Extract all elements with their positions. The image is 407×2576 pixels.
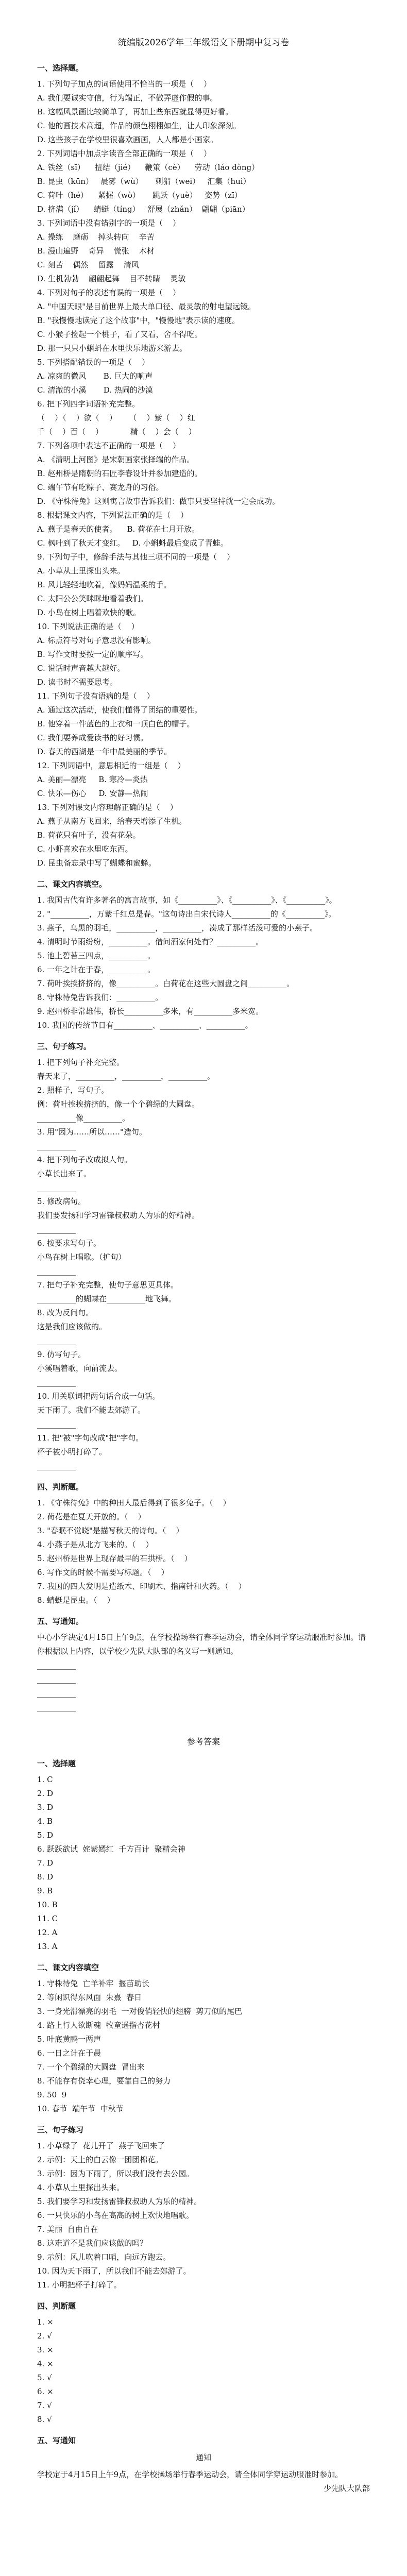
answer-line: 1. 守株待兔 亡羊补牢 揠苗助长 (37, 1979, 150, 1988)
question-line: 2. 荷花是在夏天开放的。（ ） (37, 1512, 146, 1521)
question-line: 千（ ）百（ ） 精（ ）会（ ） (37, 427, 196, 436)
question-line: 5. 下列搭配错误的一项是（ ） (37, 358, 150, 367)
question-line: __________像__________。 (37, 1113, 130, 1123)
answer-line: 11. 小明把杯子打碎了。 (37, 2280, 122, 2290)
question-line: B. 荷花只有叶子，没有花朵。 (37, 831, 141, 840)
answer-line: 6. × (37, 2387, 54, 2396)
section-heading: 二、课文内容填空。 (37, 879, 107, 889)
answer-line: 3. 示例：因为下雨了，所以我们没有去公园。 (37, 2169, 194, 2178)
notice-title: 通知 (195, 2453, 211, 2462)
question-line: C. 快乐—伤心 D. 安静—热闹 (37, 789, 148, 798)
answer-line: 6. 一日之计在于晨 (37, 2048, 101, 2058)
answer-line: 2. 等闲识得东风面 朱熹 春日 (37, 1993, 142, 2002)
answer-line: 2. D (37, 1789, 54, 1798)
question-line: 2. 照样子，写句子。 (37, 1086, 109, 1095)
answer-line: 7. 一个个碧绿的大圆盘 冒出来 (37, 2062, 145, 2072)
question-line: 小鸟在树上唱歌。（扩句） (37, 1252, 126, 1262)
question-line: __________ (37, 1141, 76, 1150)
question-line: 6. 一年之计在于春，__________。 (37, 965, 156, 974)
question-line: 10. 用关联词把两句话合成一句话。 (37, 1392, 160, 1401)
answer-line: 4. 路上行人欲断魂 牧童遥指杏花村 (37, 2021, 160, 2030)
question-line: __________ (37, 1419, 76, 1429)
answer-section-heading: 一、选择题 (37, 1759, 76, 1768)
question-line: 我们要发扬和学习雷锋叔叔助人为乐的好精神。 (37, 1211, 200, 1220)
question-line: 7. 荷叶挨挨挤挤的，像__________。白荷花在这些大圆盘之间__________。 (37, 979, 295, 988)
question-line: A. 操练 磨砺 掉头转向 辛苦 (37, 232, 155, 242)
question-line: C. 小虾喜欢在水里吃东西。 (37, 844, 133, 854)
question-line: 这是我们应该做的。 (37, 1322, 107, 1331)
question-line: A. 通过这次活动，使我们懂得了团结的重要性。 (37, 705, 202, 715)
answer-section-heading: 二、课文内容填空 (37, 1963, 99, 1972)
answer-line: 12. A (37, 1928, 58, 1937)
answer-line: 7. 美丽 自由自在 (37, 2225, 98, 2234)
question-line: A. 小草从土里探出头来。 (37, 566, 125, 575)
question-line: B. 他穿着一件蓝色的上衣和一顶白色的帽子。 (37, 719, 195, 728)
question-line: __________ (37, 1702, 76, 1711)
question-line: 3. 下列词语中没有错别字的一项是（ ） (37, 218, 181, 228)
question-line: 6. 写作文的时候不需要写标题。（ ） (37, 1568, 169, 1577)
question-line: 8. 根据课文内容，下列说法正确的是（ ） (37, 511, 189, 520)
notice-signature: 少先队大队部 (323, 2484, 370, 2493)
question-line: C. 小猴子捡起一个桃子，看了又看，舍不得吃。 (37, 330, 202, 339)
question-line: 6. 按要求写句子。 (37, 1239, 101, 1248)
question-line: 小溪唱着歌，向前流去。 (37, 1364, 123, 1373)
question-line: __________ (37, 1183, 76, 1192)
question-line: 杯子被小明打碎了。 (37, 1447, 107, 1456)
answer-line: 11. C (37, 1914, 58, 1923)
question-line: __________ (37, 1266, 76, 1276)
question-line: 3. 燕子，乌黑的羽毛，__________，__________，凑成了那样活泼可爱的小燕子。 (37, 923, 318, 933)
question-line: B. "我慢慢地读完了这个故事"中，"慢慢地"表示读的速度。 (37, 316, 240, 325)
question-line: 12. 下列词语中，意思相近的一组是（ ） (37, 761, 185, 770)
question-line: B. 这幅风景画比较简单了，再加上些东西就显得更好看。 (37, 107, 233, 116)
answer-line: 9. 50 9 (37, 2090, 67, 2099)
question-line: 8. 守株待兔告诉我们：__________。 (37, 993, 163, 1002)
answer-section-heading: 五、写通知 (37, 2436, 76, 2445)
answer-line: 6. 一只快乐的小鸟在高高的树上欢快地唱歌。 (37, 2211, 194, 2220)
question-line: B. 昆虫（kūn） 晨雾（wù） 刺猬（wei） 汇集（huì） (37, 177, 251, 186)
question-line: 4. 把下列句子改成拟人句。 (37, 1155, 132, 1164)
question-line: D. 读书时不需要思考。 (37, 677, 118, 687)
answer-section-heading: 三、句子练习 (37, 2125, 84, 2134)
answer-line: 2. √ (37, 2331, 52, 2341)
question-line: C. 刻苦 偶然 留露 清风 (37, 260, 139, 269)
question-line: A. 燕子从南方飞回来，给春天增添了生机。 (37, 817, 187, 826)
question-line: __________ (37, 1660, 76, 1670)
question-line: C. 荷叶（hé） 紧握（wò） 跳跃（yuè） 姿势（zī） (37, 191, 242, 200)
answer-line: 2. 示例：天上的白云像一团团棉花。 (37, 2155, 163, 2164)
question-line: 8. 蜻蜓是昆虫。（ ） (37, 1596, 115, 1605)
question-line: D. 挤满（jǐ） 蜻蜓（tíng） 舒展（zhǎn） 翩翩（piān） (37, 205, 250, 214)
question-line: 2. "__________，万紫千红总是春。"这句诗出自宋代诗人__________的《__________》。 (37, 909, 336, 919)
question-line: __________ (37, 1461, 76, 1470)
answer-line: 4. × (37, 2359, 54, 2368)
question-line: B. 赵州桥是隋朝的石匠李春设计并参加建造的。 (37, 469, 202, 478)
answer-line: 6. 跃跃欲试 姹紫嫣红 千方百计 聚精会神 (37, 1844, 185, 1854)
question-line: A. 我们要诚实守信，行为端正，不做弄虚作假的事。 (37, 93, 218, 103)
question-line: 8. 改为反问句。 (37, 1308, 94, 1317)
question-line: 13. 下列对课文内容理解正确的是（ ） (37, 803, 178, 812)
answer-line: 7. √ (37, 2401, 52, 2410)
answer-line: 9. B (37, 1886, 53, 1895)
answer-line: 10. 春节 端午节 中秋节 (37, 2104, 124, 2113)
question-line: 春天来了，__________，__________，__________。 (37, 1072, 215, 1081)
question-line: D. 生机勃勃 翩翩起舞 目不转睛 灵敏 (37, 274, 186, 283)
answer-line: 5. 叶底黄鹂一两声 (37, 2035, 101, 2044)
answer-line: 3. D (37, 1803, 54, 1812)
question-line: A. 美丽—漂亮 B. 寒冷—炎热 (37, 775, 148, 784)
question-line: 9. 下列句子中，修辞手法与其他三项不同的一项是（ ） (37, 552, 235, 562)
question-line: B. 风儿轻轻地吹着，像妈妈温柔的手。 (37, 580, 172, 589)
question-line: 5. 修改病句。 (37, 1197, 86, 1206)
question-line: A. 铁丝（sī） 扭结（jié） 鞭策（cè） 劳动（láo dòng） (37, 163, 260, 172)
question-line: 3. "春眠不觉晓"是描写秋天的诗句。（ ） (37, 1526, 184, 1535)
question-line: __________的蝴蝶在__________地飞舞。 (37, 1294, 177, 1303)
section-heading: 一、选择题。 (37, 63, 84, 73)
answer-line: 8. 不能存有侥幸心理，要靠自己的努力 (37, 2076, 171, 2086)
answer-line: 3. × (37, 2345, 54, 2354)
answer-line: 5. D (37, 1831, 54, 1840)
question-line: 7. 我国的四大发明是造纸术、印刷术、指南针和火药。（ ） (37, 1582, 246, 1591)
question-line: 3. 用"因为……所以……"造句。 (37, 1127, 147, 1137)
answer-line: 13. A (37, 1942, 58, 1951)
question-line: __________ (37, 1378, 76, 1387)
answer-line: 1. 小草绿了 花儿开了 燕子飞回来了 (37, 2141, 165, 2150)
answer-title: 参考答案 (186, 1737, 220, 1747)
answer-line: 4. B (37, 1817, 53, 1826)
question-line: 4. 清明时节雨纷纷，__________。借问酒家何处有？__________。 (37, 937, 264, 946)
question-line: D. 《守株待兔》这则寓言故事告诉我们：做事只要坚持就一定会成功。 (37, 497, 280, 506)
question-line: 10. 下列说法正确的是（ ） (37, 622, 139, 631)
question-line: D. 那一只只小蝌蚪在水里快乐地游来游去。 (37, 344, 188, 353)
question-line: __________ (37, 1225, 76, 1234)
answer-line: 1. × (37, 2317, 54, 2327)
answer-line: 4. 小草从土里探出头来。 (37, 2183, 125, 2192)
question-line: A. 《清明上河图》是宋朝画家张择端的作品。 (37, 455, 195, 464)
question-line: A. 凉爽的微风 B. 巨大的响声 (37, 371, 153, 381)
question-line: B. 写作文时要按一定的顺序写。 (37, 650, 148, 659)
answer-line: 8. 这难道不是我们应该做的吗？ (37, 2239, 148, 2248)
question-line: A. 燕子是春天的使者。 B. 荷花在七月开放。 (37, 524, 200, 534)
question-line: 小草长出来了。 (37, 1169, 92, 1178)
page-title: 统编版2026学年三年级语文下册期中复习卷 (117, 38, 290, 48)
section-heading: 五、写通知。 (37, 1617, 84, 1626)
question-line: 1. 《守株待兔》中的种田人最后得到了很多兔子。（ ） (37, 1498, 231, 1507)
question-line: C. 枫叶到了秋天才变红。 D. 小蝌蚪最后变成了青蛙。 (37, 538, 228, 548)
answer-line: 8. D (37, 1872, 54, 1882)
question-line: 1. 我国古代有许多著名的寓言故事，如《__________》、《__________》、《__________》。 (37, 895, 337, 905)
question-line: 4. 小燕子是从北方飞来的。（ ） (37, 1540, 154, 1549)
question-line: （ ）（ ）欲（ ） （ ）紫（ ）红 (37, 413, 195, 422)
answer-line: 10. 因为天下雨了，所以我们不能去郊游了。 (37, 2266, 191, 2276)
question-line: C. 端午节有吃粽子、赛龙舟的习俗。 (37, 483, 164, 492)
answers-body (37, 1757, 370, 2496)
question-line: 天下雨了。我们不能去郊游了。 (37, 1405, 146, 1415)
section-heading: 四、判断题。 (37, 1482, 84, 1492)
question-line: 例：荷叶挨挨挤挤的，像一个个碧绿的大圆盘。 (37, 1099, 200, 1109)
question-line: A. 标点符号对句子意思没有影响。 (37, 636, 156, 645)
notice-body: 学校定于4月15日上午9点，在学校操场举行春季运动会，请全体同学穿运动服准时参加。 (37, 2470, 343, 2479)
question-line: C. 他的画技术高超，作品的颜色栩栩如生，让人印象深刻。 (37, 121, 241, 130)
answer-line: 10. B (37, 1900, 58, 1909)
question-line: 10. 我国的传统节日有__________、__________、__________。 (37, 1021, 253, 1030)
question-line: 中心小学决定4月15日上午9点，在学校操场举行春季运动会，请全体同学穿运动服准时参加。请你根据以上内容，以学校少先队大队部的名义写一则通知。 (37, 1633, 366, 1656)
answer-line: 7. D (37, 1858, 54, 1868)
questions-body (37, 61, 370, 1714)
question-line: D. 这些孩子在学校里很喜欢画画，人人都是小画家。 (37, 135, 218, 144)
question-line: B. 漫山遍野 奇异 慌张 木材 (37, 246, 155, 256)
question-line: 9. 仿写句子。 (37, 1350, 86, 1359)
question-line: C. 我们要养成爱读书的好习惯。 (37, 733, 148, 742)
question-line: __________ (37, 1688, 76, 1698)
answer-line: 5. 我们要学习和发扬雷锋叔叔助人为乐的精神。 (37, 2197, 202, 2206)
question-line: 1. 把下列句子补充完整。 (37, 1058, 125, 1067)
question-line: D. 小鸟在树上唱着欢快的歌。 (37, 608, 141, 617)
question-line: 4. 下列对句子的表述有误的一项是（ ） (37, 288, 181, 297)
answer-line: 5. √ (37, 2373, 52, 2382)
question-line: 5. 池上碧苔三四点，__________。 (37, 951, 156, 960)
question-line: C. 说话时声音越大越好。 (37, 664, 125, 673)
question-line: D. 春天的西湖是一年中最美丽的季节。 (37, 747, 172, 756)
answer-line: 3. 一身光滑漂亮的羽毛 一对俊俏轻快的翅膀 剪刀似的尾巴 (37, 2007, 243, 2016)
answer-line: 1. C (37, 1775, 53, 1784)
question-line: 5. 赵州桥是世界上现存最早的石拱桥。（ ） (37, 1554, 192, 1563)
question-line: 7. 把句子补充完整，使句子意思更具体。 (37, 1280, 179, 1290)
question-line: __________ (37, 1336, 76, 1345)
answer-section-heading: 四、判断题 (37, 2301, 76, 2311)
question-line: C. 太阳公公笑眯眯地看着我们。 (37, 594, 148, 603)
question-line: __________ (37, 1674, 76, 1684)
question-line: 11. 把"被"字句改成"把"字句。 (37, 1433, 144, 1443)
question-line: 6. 把下列四字词语补充完整。 (37, 399, 140, 409)
question-line: 7. 下列各项中表达不正确的一项是（ ） (37, 441, 181, 450)
question-line: 2. 下列词语中加点字读音全部正确的一项是（ ） (37, 149, 212, 158)
question-line: 9. 赵州桥非常雄伟，桥长__________多米，有__________多米宽。 (37, 1007, 264, 1016)
answer-line: 8. √ (37, 2415, 52, 2424)
question-line: C. 清澈的小溪 D. 热闹的沙漠 (37, 385, 153, 395)
answer-line: 9. 示例：风儿吹着口哨，向远方跑去。 (37, 2252, 171, 2262)
question-line: D. 昆虫备忘录中写了蝴蝶和蜜蜂。 (37, 858, 157, 868)
section-heading: 三、句子练习。 (37, 1042, 92, 1051)
question-line: 11. 下列句子没有语病的是（ ） (37, 691, 155, 701)
question-line: 1. 下列句子加点的词语使用不恰当的一项是（ ） (37, 79, 212, 89)
question-line: A. "中国天眼"是目前世界上最大单口径、最灵敏的射电望远镜。 (37, 302, 256, 311)
